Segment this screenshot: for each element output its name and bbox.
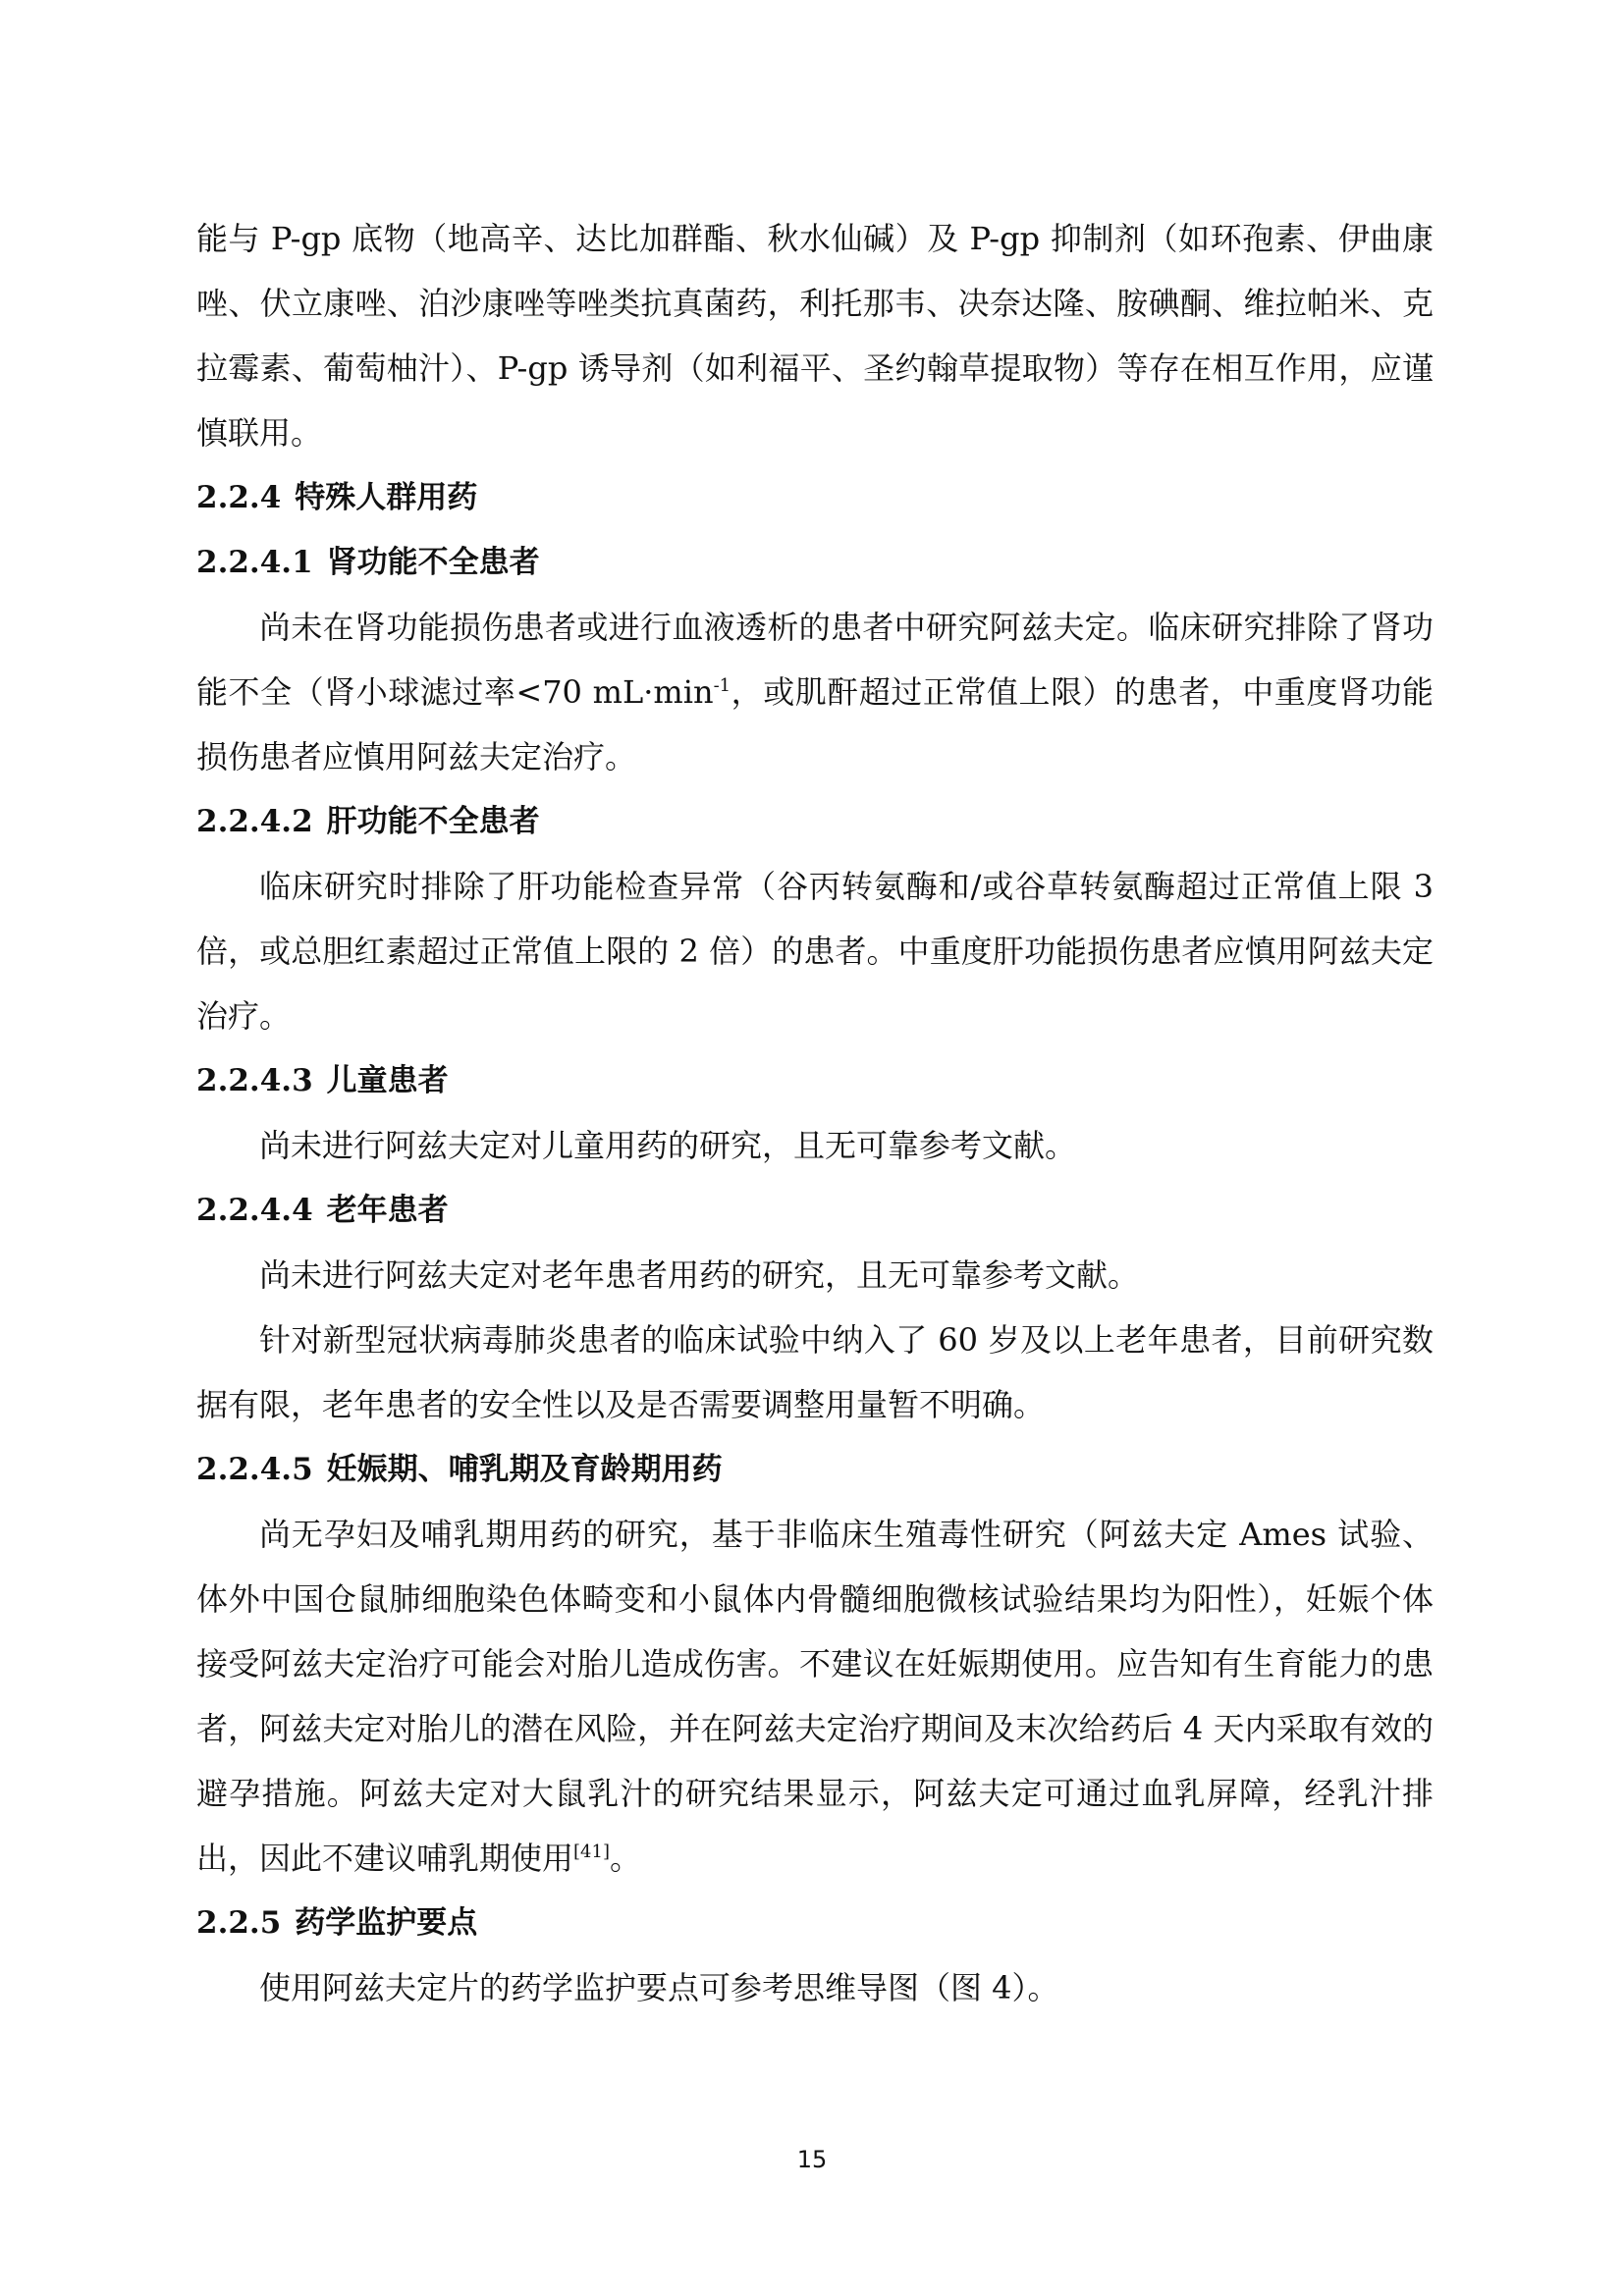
section-number: 2.2.4	[196, 480, 282, 515]
citation-reference: [41]	[573, 1842, 610, 1862]
section-number: 2.2.4.4	[196, 1193, 313, 1228]
section-number: 2.2.4.5	[196, 1452, 313, 1487]
paragraph-text: 能与 P-gp 底物（地高辛、达比加群酯、秋水仙碱）及 P-gp 抑制剂（如环孢素、伊曲康唑、伏立康唑、泊沙康唑等唑类抗真菌药，利托那韦、决奈达隆、胺碘酮、维拉帕米、克拉霉素、葡萄柚汁）、P-gp 诱导剂（如利福平、圣约翰草提取物）等存在相互作用，应谨慎联用。	[196, 220, 1434, 452]
section-heading-hepatic-impairment	[196, 789, 1434, 854]
paragraph-text-after: 。	[609, 1840, 641, 1877]
paragraph-text: 尚未进行阿兹夫定对儿童用药的研究，且无可靠参考文献。	[259, 1127, 1077, 1164]
section-heading-elderly	[196, 1178, 1434, 1243]
section-title: 儿童患者	[326, 1063, 449, 1098]
paragraph-pharmaceutical-care	[196, 1955, 1434, 2020]
paragraph-hepatic-impairment	[196, 854, 1434, 1048]
section-title: 肝功能不全患者	[326, 804, 540, 839]
section-title: 老年患者	[326, 1193, 449, 1228]
paragraph-text: 尚未进行阿兹夫定对老年患者用药的研究，且无可靠参考文献。	[259, 1256, 1140, 1294]
section-number: 2.2.4.2	[196, 804, 313, 839]
section-title: 妊娠期、哺乳期及育龄期用药	[326, 1452, 723, 1487]
paragraph-text: 临床研究时排除了肝功能检查异常（谷丙转氨酶和/或谷草转氨酶超过正常值上限 3 倍，或总胆红素超过正常值上限的 2 倍）的患者。中重度肝功能损伤患者应慎用阿兹夫定治疗。	[196, 868, 1434, 1035]
document-body	[196, 206, 1434, 2020]
section-title: 肾功能不全患者	[326, 545, 540, 580]
page-number: 15	[796, 2146, 828, 2173]
section-number: 2.2.4.3	[196, 1063, 313, 1098]
section-heading-pharmaceutical-care	[196, 1891, 1434, 1955]
superscript-unit: -1	[713, 675, 731, 696]
paragraph-renal-impairment	[196, 595, 1434, 789]
section-number: 2.2.4.1	[196, 545, 313, 580]
section-heading-pregnancy-lactation	[196, 1437, 1434, 1502]
paragraph-text: 尚无孕妇及哺乳期用药的研究，基于非临床生殖毒性研究（阿兹夫定 Ames 试验、体外中国仓鼠肺细胞染色体畸变和小鼠体内骨髓细胞微核试验结果均为阳性），妊娠个体接受阿兹夫定治疗可能会对胎儿造成伤害。不建议在妊娠期使用。应告知有生育能力的患者，阿兹夫定对胎儿的潜在风险，并在阿兹夫定治疗期间及末次给药后 4 天内采取有效的避孕措施。阿兹夫定对大鼠乳汁的研究结果显示，阿兹夫定可通过血乳屏障，经乳汁排出，因此不建议哺乳期使用	[196, 1516, 1434, 1877]
section-title: 特殊人群用药	[295, 480, 478, 515]
paragraph-text-after: ，或肌酐超过正常值上限）的患者，中重度肾功能损伤患者应慎用阿兹夫定治疗。	[196, 673, 1434, 775]
section-heading-pediatric	[196, 1048, 1434, 1113]
section-heading-special-populations	[196, 465, 1434, 530]
paragraph-pgp-interactions	[196, 206, 1434, 465]
paragraph-text: 尚未在肾功能损伤患者或进行血液透析的患者中研究阿兹夫定。临床研究排除了肾功能不全（肾小球滤过率<70 mL·min	[196, 609, 1434, 711]
paragraph-text: 使用阿兹夫定片的药学监护要点可参考思维导图（图 4）。	[259, 1969, 1059, 2006]
section-heading-renal-impairment	[196, 530, 1434, 595]
paragraph-elderly-2	[196, 1308, 1434, 1437]
section-title: 药学监护要点	[295, 1905, 478, 1941]
section-number: 2.2.5	[196, 1905, 282, 1941]
paragraph-pediatric	[196, 1113, 1434, 1178]
paragraph-text: 针对新型冠状病毒肺炎患者的临床试验中纳入了 60 岁及以上老年患者，目前研究数据有限，老年患者的安全性以及是否需要调整用量暂不明确。	[196, 1321, 1434, 1423]
paragraph-elderly-1	[196, 1243, 1434, 1308]
paragraph-pregnancy-lactation	[196, 1502, 1434, 1891]
